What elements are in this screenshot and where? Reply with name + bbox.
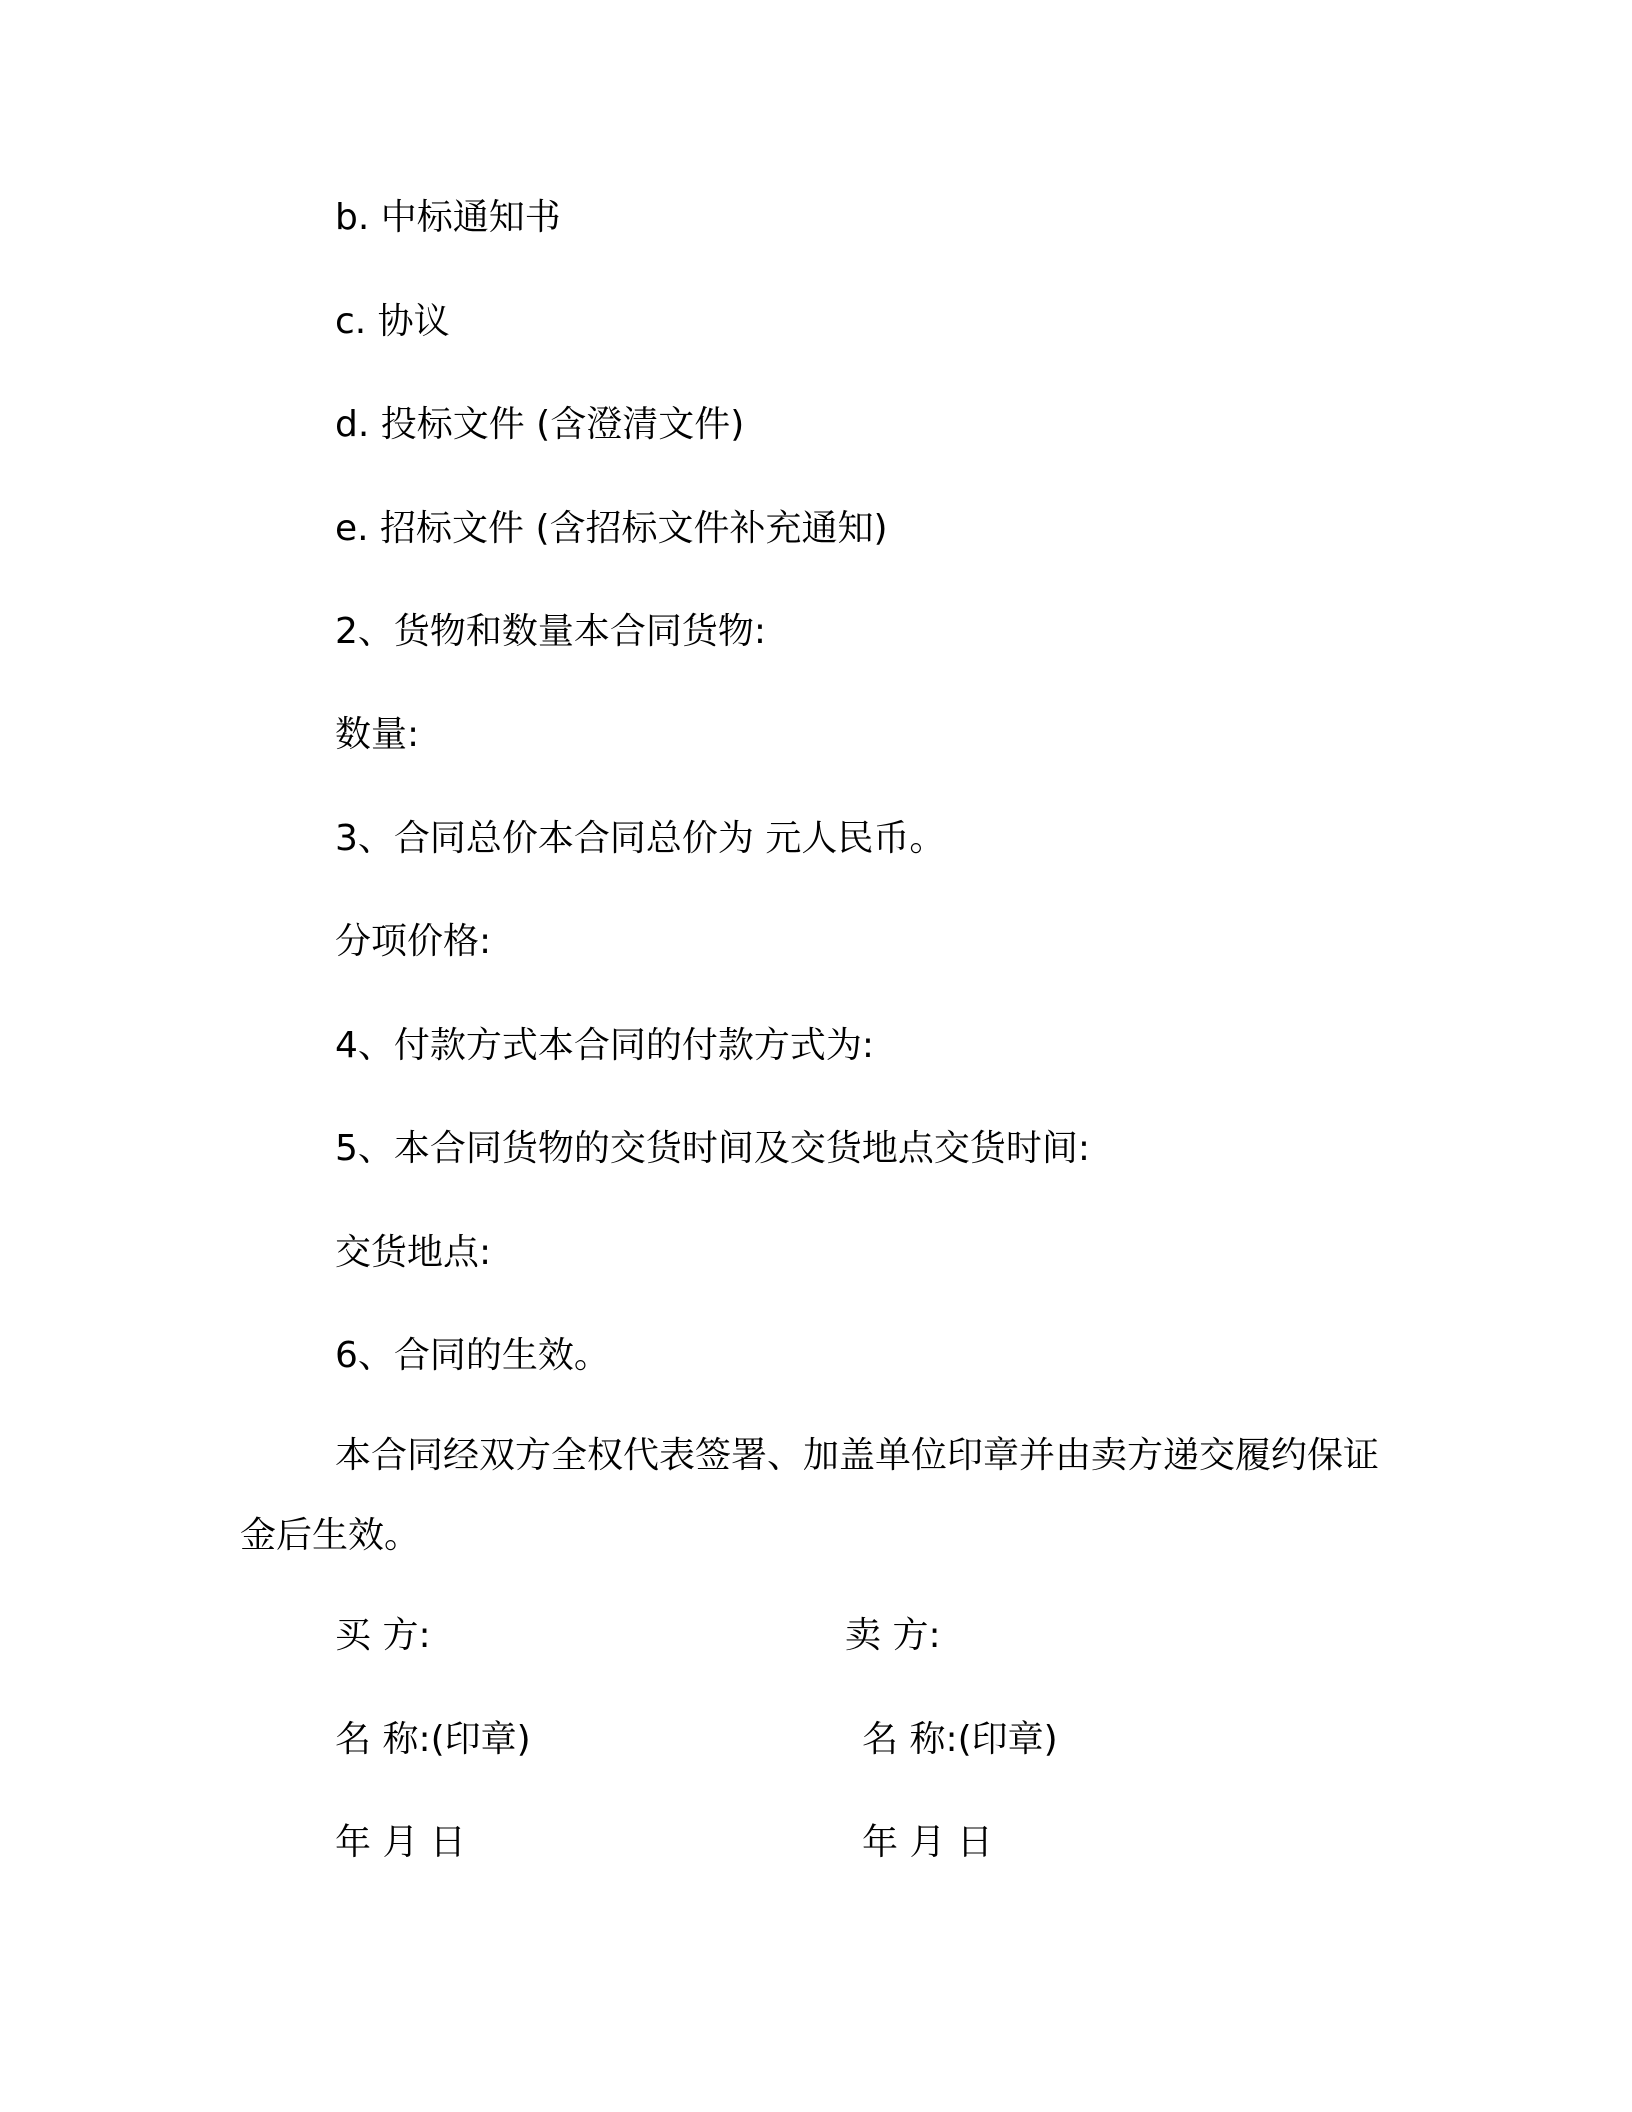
seller-date: 年 月 日 <box>862 1822 993 1863</box>
buyer-label: 买 方: <box>335 1615 431 1656</box>
delivery-location-label: 交货地点: <box>335 1232 492 1273</box>
clause-6-effectiveness: 6、合同的生效。 <box>335 1335 610 1376</box>
clause-2-goods-quantity: 2、货物和数量本合同货物: <box>335 611 767 652</box>
seller-name-seal: 名 称:(印章) <box>862 1719 1058 1760</box>
buyer-date: 年 月 日 <box>335 1822 466 1863</box>
quantity-label: 数量: <box>335 714 420 755</box>
itemized-price-label: 分项价格: <box>335 921 492 962</box>
item-b-award-notice: b. 中标通知书 <box>335 197 561 238</box>
clause-3-total-price: 3、合同总价本合同总价为 元人民币。 <box>335 818 946 859</box>
item-e-tender-documents: e. 招标文件 (含招标文件补充通知) <box>335 508 888 549</box>
item-d-bid-documents: d. 投标文件 (含澄清文件) <box>335 404 745 445</box>
clause-5-delivery-time: 5、本合同货物的交货时间及交货地点交货时间: <box>335 1128 1091 1169</box>
effectiveness-paragraph: 本合同经双方全权代表签署、加盖单位印章并由卖方递交履约保证金后生效。 <box>240 1435 1380 1556</box>
item-c-agreement: c. 协议 <box>335 301 450 342</box>
seller-label: 卖 方: <box>845 1615 941 1656</box>
buyer-name-seal: 名 称:(印章) <box>335 1719 531 1760</box>
clause-4-payment-method: 4、付款方式本合同的付款方式为: <box>335 1025 875 1066</box>
